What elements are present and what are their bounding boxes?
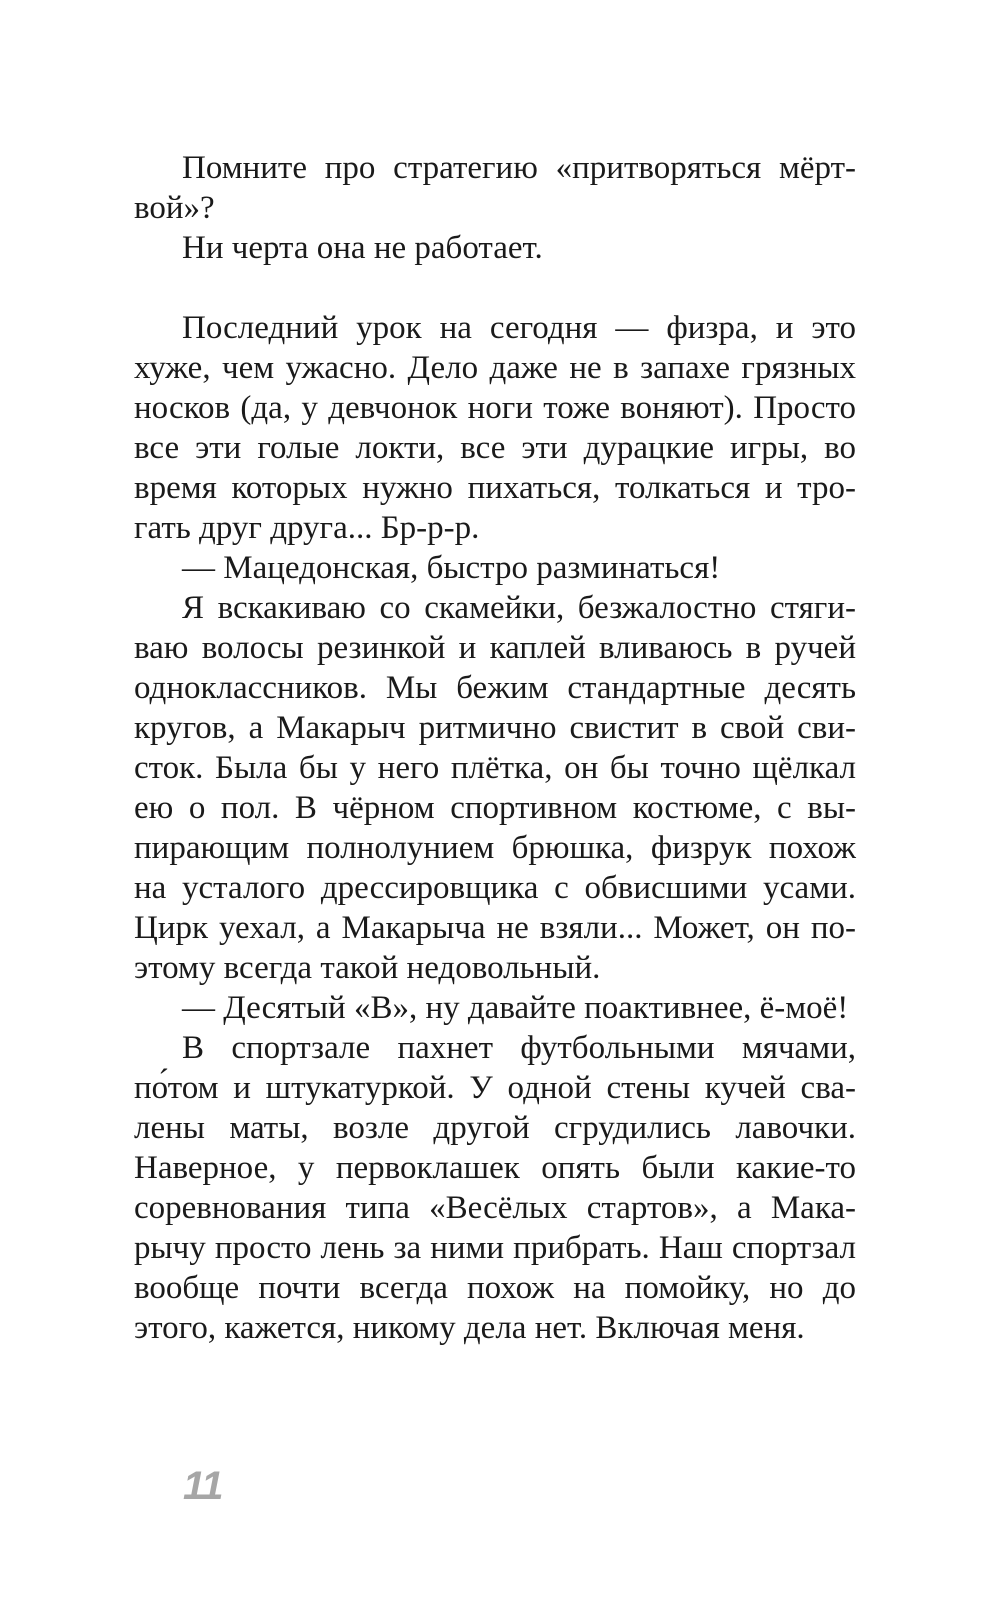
paragraph-7: В спортзале пахнет футбольными мячами, по́том и штукатуркой. У одной стены кучей свалены маты, возле другой сгрудились лавочки. Наверное, у первоклашек опять были какие-то соревнования типа «Весёлых стартов», а Макарычу просто лень за ними прибрать. Наш спортзал вообще почти всегда похож на помойку, но до этого, кажется, никому дела нет. Включая меня. xyxy=(134,1030,856,1346)
dialogue-line-1: — Мацедонская, быстро разминаться! xyxy=(182,550,721,586)
paragraph-3: Последний урок на сегодня — физра, и это хуже, чем ужасно. Дело даже не в запахе грязных носков (да, у девчонок ноги тоже воняют). Просто все эти голые локти, все эти дурацкие игры, во время которых нужно пихаться, толкаться и трогать друг друга... Бр-р-р. xyxy=(134,310,856,546)
page-body xyxy=(134,148,856,1348)
paragraph-1: Помните про стратегию «притворяться мёртвой»? xyxy=(134,150,856,226)
dialogue-line-2: — Десятый «В», ну давайте поактивнее, ё-моё! xyxy=(182,990,849,1026)
paragraph-2: Ни черта она не работает. xyxy=(182,230,543,266)
paragraph-5: Я вскакиваю со скамейки, безжалостно стягиваю волосы резинкой и каплей вливаюсь в ручей одноклассников. Мы бежим стандартные десять кругов, а Макарыч ритмично свистит в свой свисток. Была бы у него плётка, он бы точно щёлкал ею о пол. В чёрном спортивном костюме, с выпирающим полнолунием брюшка, физрук похож на усталого дрессировщика с обвисшими усами. Цирк уехал, а Макарыча не взяли... Может, он поэтому всегда такой недовольный. xyxy=(134,590,856,986)
page-number: 11 xyxy=(183,1464,223,1508)
section-break xyxy=(134,268,856,308)
